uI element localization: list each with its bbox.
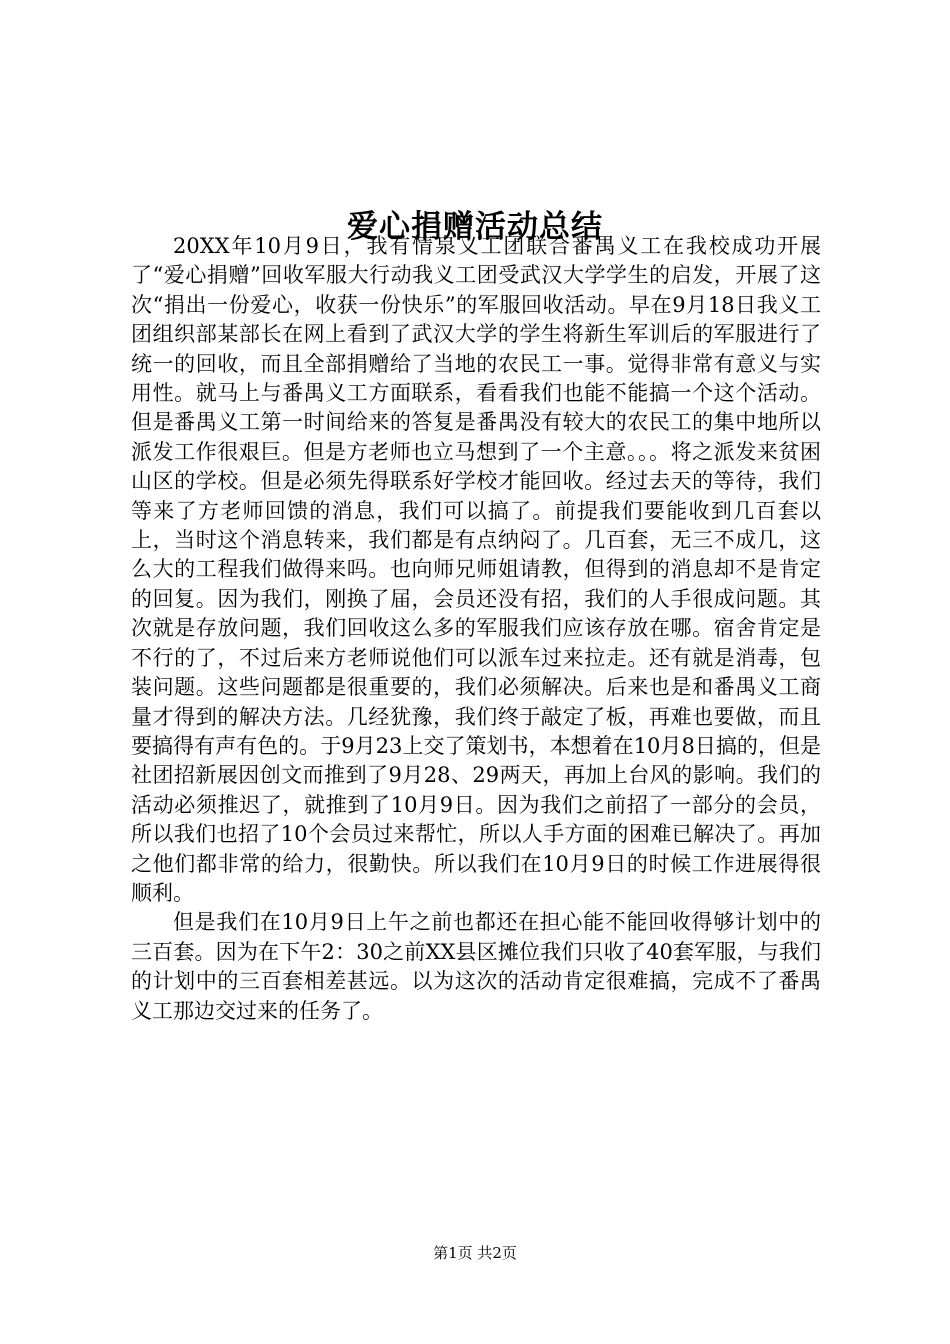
document-body: [131, 232, 821, 1026]
page-number-footer: 第1页 共2页: [433, 1244, 517, 1262]
paragraph: 但是我们在10月9日上午之前也都还在担心能不能回收得够计划中的三百套。因为在下午2：30之前XX县区摊位我们只收了40套军服，与我们的计划中的三百套相差甚远。以为这次的活动肯定很难搞，完成不了番禺义工那边交过来的任务了。: [131, 910, 821, 1023]
paragraph: 20XX年10月9日，我有情泉义工团联合番禺义工在我校成功开展了“爱心捐赠”回收军服大行动我义工团受武汉大学学生的启发，开展了这次“捐出一份爱心，收获一份快乐”的军服回收活动。早在9月18日我义工团组织部某部长在网上看到了武汉大学的学生将新生军训后的军服进行了统一的回收，而且全部捐赠给了当地的农民工一事。觉得非常有意义与实用性。就马上与番禺义工方面联系，看看我们也能不能搞一个这个活动。但是番禺义工第一时间给来的答复是番禺没有较大的农民工的集中地所以派发工作很艰巨。但是方老师也立马想到了一个主意。。。将之派发来贫困山区的学校。但是必须先得联系好学校才能回收。经过去天的等待，我们等来了方老师回馈的消息，我们可以搞了。前提我们要能收到几百套以上，当时这个消息转来，我们都是有点纳闷了。几百套，无三不成几，这么大的工程我们做得来吗。也向师兄师姐请教，但得到的消息却不是肯定的回复。因为我们，刚换了届，会员还没有招，我们的人手很成问题。其次就是存放问题，我们回收这么多的军服我们应该存放在哪。宿舍肯定是不行的了，不过后来方老师说他们可以派车过来拉走。还有就是消毒，包装问题。这些问题都是很重要的，我们必须解决。后来也是和番禺义工商量才得到的解决方法。几经犹豫，我们终于敲定了板，再难也要做，而且要搞得有声有色的。于9月23上交了策划书，本想着在10月8日搞的，但是社团招新展因创文而推到了9月28、29两天，再加上台风的影响。我们的活动必须推迟了，就推到了10月9日。因为我们之前招了一部分的会员，所以我们也招了10个会员过来帮忙，所以人手方面的困难已解决了。再加之他们都非常的给力，很勤快。所以我们在10月9日的时候工作进展得很顺利。: [131, 234, 821, 905]
document-title: 爱心捐赠活动总结: [347, 208, 603, 245]
